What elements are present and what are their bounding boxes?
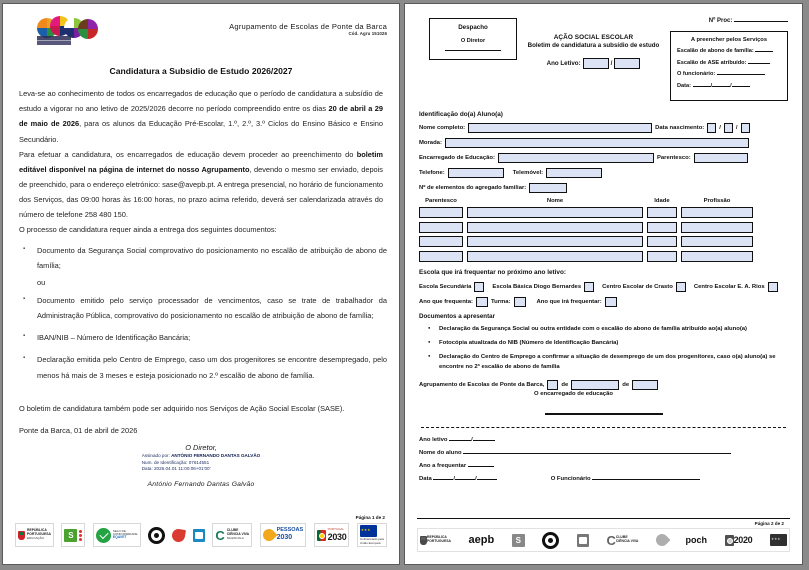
para1-part-a: Leva-se ao conhecimento de todos os encarregados de educação que o período de candidatura a subsídio de estudo a vigorar no ano letivo de 2025/2026 decorre no período compreendido entre os dias: [19, 89, 383, 114]
stub-ano-letivo-field-1[interactable]: [449, 435, 471, 441]
cell-nome[interactable]: [467, 236, 643, 247]
agregado-row: [419, 183, 792, 193]
ano-letivo-end-field[interactable]: [614, 58, 640, 69]
eco-escolas-logo: [193, 523, 205, 547]
column-header-idade: Idade: [654, 198, 670, 204]
nome-completo-input[interactable]: [468, 123, 652, 133]
stub-data-mm[interactable]: [455, 474, 475, 480]
turma-label: Turma:: [491, 298, 511, 305]
stub-nome-aluno-row: [419, 448, 792, 456]
paragraph-1: [19, 86, 383, 147]
cell-parentesco[interactable]: [419, 207, 463, 218]
uniao-europeia-logo: [770, 528, 787, 552]
form-subtitle: Boletim de candidatura a subsídio de estudo: [527, 42, 660, 49]
escola-option-label: Escola Básica Diogo Bernardes: [492, 283, 582, 290]
eco-escolas-logo: [577, 528, 589, 552]
digital-signature-stamp: [142, 453, 261, 473]
stub-ano-letivo-field-2[interactable]: [473, 435, 495, 441]
signature-signer-line: [142, 453, 261, 460]
column-header-profissao: Profissão: [703, 198, 731, 204]
escola-options-row: [419, 282, 792, 292]
cell-profissao[interactable]: [681, 222, 753, 233]
logo-circles-icon: [37, 16, 99, 42]
portugal-2030-logo: PORTUGAL 2030: [314, 523, 350, 547]
gear-quality-logo: [542, 528, 559, 552]
encarregado-signature-line[interactable]: [545, 413, 663, 415]
nascimento-dd-input[interactable]: [707, 123, 716, 133]
page-number-2: Página 2 de 2: [754, 521, 784, 526]
cell-profissao[interactable]: [681, 207, 753, 218]
ano-letivo-slash: /: [610, 60, 613, 67]
cell-idade[interactable]: [647, 251, 677, 262]
data-mm-field[interactable]: [712, 86, 730, 87]
table-row: [419, 236, 792, 247]
stub-ano-frequentar-row: [419, 461, 792, 469]
data-dd-field[interactable]: [693, 86, 711, 87]
table-header-row: [419, 198, 792, 204]
ano-frequenta-label: Ano que frequenta:: [419, 298, 473, 305]
page2-header: [415, 18, 792, 101]
school-logo: [37, 16, 99, 42]
page-number-1: Página 1 de 2: [355, 515, 385, 520]
n-proc-field[interactable]: [734, 21, 788, 22]
document-page-2: [404, 3, 803, 565]
para1-part-b: , para os alunos da Educação Pré-Escolar, 1.º, 2.º, 3.º Ciclos do Ensino Básico e Ensino Secundário.: [19, 119, 383, 144]
ano-input[interactable]: [632, 380, 658, 390]
servicos-column: [670, 18, 788, 101]
list-item: ▪ Documento emitido pelo serviço processador de vencimentos, caso se trate de trabalhador da Administração Pública, comprovativo do posicionamento no escalão de atribuição de abono de família;: [15, 293, 387, 323]
documents-list-continued: [15, 293, 387, 383]
signature-title: O Diretor,: [185, 442, 217, 452]
stub-nome-aluno-label: Nome do aluno: [419, 449, 462, 456]
despacho-box: [429, 18, 517, 60]
para2-bold: boletim editável disponível na página de internet do nosso Agrupamento: [19, 149, 383, 174]
encarregado-input[interactable]: [498, 153, 654, 163]
ano-letivo-label: Ano Letivo:: [546, 60, 581, 67]
servicos-row-label: Data:: [677, 82, 691, 89]
telemovel-input[interactable]: [546, 168, 602, 178]
escola-option-label: Escola Secundária: [419, 283, 472, 290]
despacho-title: Despacho: [458, 24, 488, 31]
escalao-ase-field[interactable]: [748, 63, 770, 64]
page-title: Candidatura a Subsidio de Estudo 2026/2027: [109, 66, 293, 76]
footer-logo-row: [417, 528, 790, 552]
stub-nome-aluno-field[interactable]: [463, 448, 731, 454]
nascimento-aa-input[interactable]: [741, 123, 750, 133]
logo-wordmark: [37, 36, 71, 45]
para1-dates: 20 de abril a 29 de maio de 2026: [19, 104, 384, 129]
slash: /: [719, 125, 721, 131]
table-row: [419, 222, 792, 233]
encarregado-signature-label: O encarregado de educação: [534, 390, 613, 397]
ano-ira-frequentar-label: Ano que irá frequentar:: [536, 298, 602, 305]
logo-circle-4: [78, 19, 98, 39]
cell-parentesco[interactable]: [419, 251, 463, 262]
signature-id-line: Num. de Identificação: 07614551: [141, 459, 210, 465]
paragraph-3: O processo de candidatura requer ainda a entrega dos seguintes documentos:: [19, 224, 277, 234]
closing-paragraph: O boletim de candidatura também pode ser adquirido nos Serviços de Ação Social Escolar (SASE).: [19, 403, 345, 413]
signature-signer-name: ANTÓNIO FERNANDO DANTAS GALVÃO: [171, 452, 261, 458]
local-data-row: [419, 380, 792, 390]
seguranca-alimentar-logo: [172, 523, 185, 547]
cell-profissao[interactable]: [681, 251, 753, 262]
household-table: [419, 198, 792, 262]
ano-letivo-row: [528, 58, 660, 69]
selo-escola-saudavel-logo: S: [61, 523, 85, 547]
aepb-logo: aepb: [468, 534, 495, 546]
document-page-1: [2, 3, 400, 565]
agrupamento-label: Agrupamento de Escolas de Ponte da Barca,: [419, 381, 545, 388]
cell-nome[interactable]: [467, 222, 643, 233]
list-item: ▪ IBAN/NIB – Número de Identificação Bancária;: [15, 330, 387, 345]
page1-footer: [15, 522, 387, 548]
page1-body: [15, 86, 387, 237]
escalao-abono-field[interactable]: [755, 51, 773, 52]
column-header-nome: Nome: [546, 198, 564, 204]
table-row: [419, 251, 792, 262]
parentesco-label: Parentesco:: [656, 155, 691, 161]
cell-nome[interactable]: [467, 207, 643, 218]
pessoas-2030-logo: PESSOAS 2030: [260, 523, 307, 547]
despacho-signature-line: [445, 50, 501, 51]
stub-data-label: Data: [419, 475, 432, 482]
tear-off-divider: [421, 427, 786, 428]
servicos-row-label: Escalão de ASE atribuído:: [677, 59, 747, 66]
student-identification-title: Identificação do(a) Aluno(a): [419, 111, 503, 118]
autonomia-flexibilidade-curricular-logo: [656, 528, 668, 552]
place-and-date: Ponte da Barca, 01 de abril de 2026: [19, 425, 138, 435]
data-nascimento-label: Data nascimento:: [655, 125, 705, 131]
n-proc-row: [670, 18, 788, 24]
footer-logo-row: [15, 522, 387, 548]
signature-date-line: Data: 2026.04.01 11:00:06+01'00': [141, 466, 211, 472]
list-item: ● Declaração do Centro de Emprego a confirmar a situação de desemprego de um dos progenitores, caso o(a) aluno(a) se encontre no 2ª escalão de abono de família: [419, 352, 792, 373]
para2-part-a: Para efetuar a candidatura, os encarregados de educação devem proceder ao preenchimento do: [19, 149, 357, 159]
stub-data-aa[interactable]: [477, 474, 497, 480]
documents-list: [15, 243, 387, 273]
agregado-input[interactable]: [529, 183, 567, 193]
republica-portuguesa-logo: REPÚBLICA PORTUGUESA EDUCAÇÃO: [15, 523, 54, 547]
de-label-1: de: [561, 381, 569, 388]
para2-part-b: , devendo o mesmo ser enviado, depois de preenchido, para o endereço eletrónico: sase@avepb.pt. A entrega presencial, no horário de funcionamento dos Serviços, das 09:00 horas às 16:00 horas, no prazo acima referido, deverá ser calendarizada através do número de telefone 258 480 150.: [19, 164, 384, 220]
org-name: Agrupamento de Escolas de Ponte da Barca: [229, 22, 387, 31]
ou-separator: ou: [37, 277, 46, 287]
escola-option-label: Centro Escolar E. A. Rios: [693, 283, 765, 290]
telemovel-label: Telemóvel:: [512, 170, 544, 176]
clube-ciencia-viva-logo: C CLUBE CIÊNCIA VIVA: [606, 532, 639, 548]
stub-funcionario-field[interactable]: [592, 474, 700, 480]
portugal-2020-logo: 2020: [725, 528, 753, 552]
table-row: [419, 207, 792, 218]
cell-parentesco[interactable]: [419, 236, 463, 247]
encarregado-row: [419, 153, 792, 163]
despacho-role: O Diretor: [460, 38, 486, 44]
signature-signer-label: Assinado por:: [141, 452, 170, 458]
cell-nome[interactable]: [467, 251, 643, 262]
servicos-row-label: Escalão de abono de família:: [677, 48, 754, 54]
servicos-box: [670, 31, 788, 101]
footer-divider: [417, 518, 790, 519]
funcionario-field[interactable]: [717, 74, 765, 75]
list-item: ● Fotocópia atualizada do NIB (Número de Identificação Bancária): [419, 338, 792, 348]
nome-completo-row: [419, 123, 792, 133]
column-header-parentesco: Parentesco: [425, 198, 457, 204]
nome-completo-label: Nome completo:: [419, 125, 466, 131]
gear-quality-logo: [148, 523, 165, 547]
cell-idade[interactable]: [647, 222, 677, 233]
servicos-row-label: O funcionário:: [677, 71, 716, 77]
ano-letivo-start-field[interactable]: [583, 58, 609, 69]
de-label-2: de: [622, 381, 630, 388]
selo-conformidade-equavet-logo: SELO DE CONFORMIDADE EQAVET: [93, 523, 141, 547]
morada-row: [419, 138, 792, 148]
agregado-label: Nº de elementos do agregado familiar:: [419, 185, 527, 191]
n-proc-label: Nº Proc:: [708, 18, 733, 24]
morada-label: Morada:: [419, 140, 442, 146]
stub-ano-letivo-label: Ano letivo: [419, 436, 448, 443]
ano-ira-frequentar-input[interactable]: [605, 297, 617, 307]
servicos-row: [677, 60, 781, 66]
signature-block: [15, 443, 387, 488]
ano-turma-row: [419, 297, 792, 307]
cell-profissao[interactable]: [681, 236, 753, 247]
org-code: Cód. Agru 151026: [348, 31, 387, 36]
documentos-list: [419, 324, 792, 373]
parentesco-input[interactable]: [694, 153, 748, 163]
page1-header: [15, 12, 387, 52]
selo-escola-saudavel-logo: S: [512, 528, 525, 552]
checkbox-escola-basica-diogo-bernardes[interactable]: [584, 282, 594, 292]
school-name-block: [229, 22, 387, 36]
servicos-row: [677, 71, 781, 77]
cell-idade[interactable]: [647, 207, 677, 218]
telefone-label: Telefone:: [419, 170, 445, 176]
receipt-stub: [419, 435, 792, 482]
nascimento-mm-input[interactable]: [724, 123, 733, 133]
ano-frequenta-input[interactable]: [476, 297, 488, 307]
turma-input[interactable]: [514, 297, 526, 307]
servicos-title: A preencher pelos Serviços: [690, 37, 768, 43]
checkbox-escola-secundaria[interactable]: [474, 282, 484, 292]
stub-data-dd[interactable]: [433, 474, 453, 480]
list-item: ▪ Documento da Segurança Social comprovativo do posicionamento no escalão de atribuição de abono de família;: [15, 243, 387, 273]
list-item: ● Declaração da Segurança Social ou outra entidade com o escalão do abono de família atribuído ao(a) aluno(a): [419, 324, 792, 334]
cell-parentesco[interactable]: [419, 222, 463, 233]
form-title-block: [528, 34, 660, 69]
mes-input[interactable]: [571, 380, 619, 390]
data-yy-field[interactable]: [732, 86, 750, 87]
stub-funcionario-label: O Funcionário: [550, 475, 591, 482]
clube-ciencia-viva-logo: C CLUBE CIÊNCIA VIVA NA ESCOLA: [212, 523, 252, 547]
page2-footer: [417, 518, 790, 552]
stub-ano-frequentar-field[interactable]: [468, 461, 494, 467]
poch-logo: poch: [685, 535, 707, 545]
telefone-input[interactable]: [448, 168, 504, 178]
dia-input[interactable]: [547, 380, 558, 390]
paragraph-2: [19, 147, 383, 223]
cell-idade[interactable]: [647, 236, 677, 247]
escola-section-title: Escola que irá frequentar no próximo ano letivo:: [419, 268, 567, 276]
stub-ano-letivo-row: Ano letivo /: [419, 435, 792, 443]
list-item: ▪ Declaração emitida pelo Centro de Emprego, caso um dos progenitores se encontre desempregado, pelo menos há mais de 3 meses e esteja posicionado no 2.º escalão de abono de família.: [15, 352, 387, 382]
telefone-row: [419, 168, 792, 178]
slash: /: [735, 125, 738, 131]
stub-data-row: Data / / O Funcionário: [419, 474, 792, 482]
encarregado-label: Encarregado de Educação:: [419, 155, 495, 161]
republica-portuguesa-logo: REPÚBLICA PORTUGUESA: [420, 528, 451, 552]
checkbox-centro-escolar-ea-rios[interactable]: [768, 282, 778, 292]
form-title: AÇÃO SOCIAL ESCOLAR: [553, 34, 634, 41]
checkbox-centro-escolar-crasto[interactable]: [676, 282, 686, 292]
signature-printed-name: António Fernando Dantas Galvão: [147, 481, 255, 489]
servicos-row: [677, 48, 781, 54]
morada-input[interactable]: [445, 138, 749, 148]
servicos-row: Data: / /: [677, 83, 781, 89]
uniao-europeia-logo: ★★★ Cofinanciado pela União Europeia: [357, 523, 387, 547]
stub-ano-frequentar-label: Ano a frequentar: [419, 462, 467, 469]
documentos-title: Documentos a apresentar: [419, 312, 495, 320]
escola-option-label: Centro Escolar de Crasto: [602, 283, 673, 290]
